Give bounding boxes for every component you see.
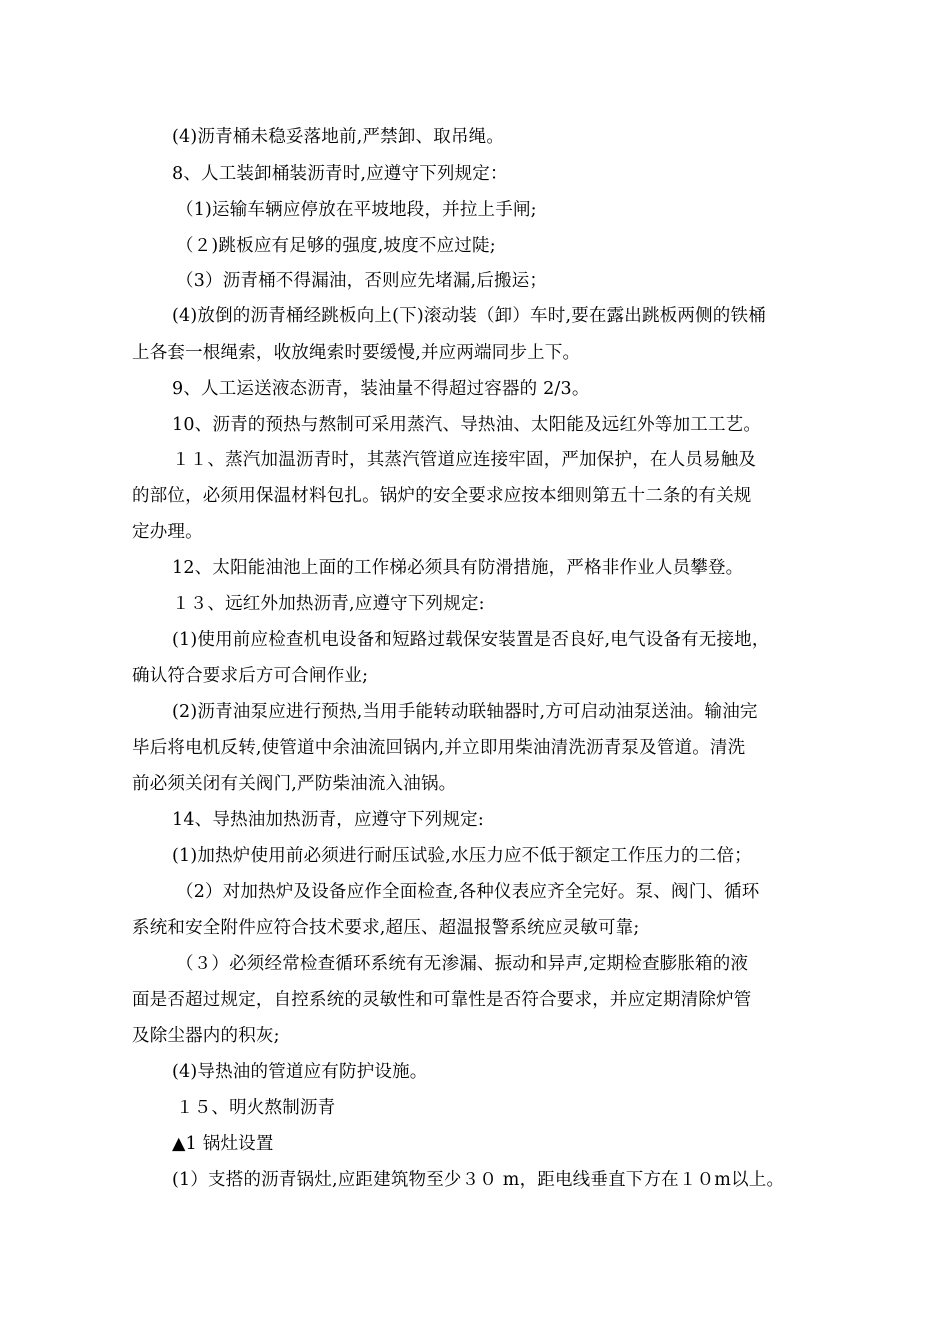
text-line: 12、太阳能油池上面的工作梯必须具有防滑措施，严格非作业人员攀登。 [172,558,744,578]
text-line: 14、导热油加热沥青，应遵守下列规定: [172,810,484,830]
text-line: 的部位，必须用保温材料包扎。锅炉的安全要求应按本细则第五十二条的有关规 [132,486,752,506]
text-line: １１、蒸汽加温沥青时，其蒸汽管道应连接牢固，严加保护，在人员易触及 [172,450,757,470]
text-line: (2)沥青油泵应进行预热,当用手能转动联轴器时,方可启动油泵送油。输油完 [172,702,758,722]
text-line: 前必须关闭有关阀门,严防柴油流入油锅。 [132,774,457,794]
text-line: １５、明火熬制沥青 [176,1098,336,1118]
text-line: ▲1 锅灶设置 [172,1134,274,1154]
text-line: （1)运输车辆应停放在平坡地段，并拉上手闸; [176,200,537,220]
text-line: (1）支搭的沥青锅灶,应距建筑物至少３０ m，距电线垂直下方在１０m以上。 [172,1170,785,1190]
text-line: 面是否超过规定，自控系统的灵敏性和可靠性是否符合要求，并应定期清除炉管 [132,990,752,1010]
text-line: (1)使用前应检查机电设备和短路过载保安装置是否良好,电气设备有无接地， [172,630,770,650]
text-line: (1)加热炉使用前必须进行耐压试验,水压力应不低于额定工作压力的二倍； [172,846,752,866]
text-line: （3）沥青桶不得漏油，否则应先堵漏,后搬运； [176,271,548,291]
text-line: 确认符合要求后方可合闸作业; [132,666,369,686]
text-line: （３）必须经常检查循环系统有无渗漏、振动和异声,定期检查膨胀箱的液 [176,954,749,974]
text-line: 8、人工装卸桶装沥青时,应遵守下列规定： [172,164,508,184]
text-line: 上各套一根绳索，收放绳索时要缓慢,并应两端同步上下。 [132,343,581,363]
text-line: 系统和安全附件应符合技术要求,超压、超温报警系统应灵敏可靠; [132,918,640,938]
text-line: 定办理。 [132,522,203,542]
text-line: 10、沥青的预热与熬制可采用蒸汽、导热油、太阳能及远红外等加工工艺。 [172,415,762,435]
text-line: 9、人工运送液态沥青，装油量不得超过容器的 2/3。 [172,379,590,399]
text-line: (4)放倒的沥青桶经跳板向上(下)滚动装（卸）车时,要在露出跳板两侧的铁桶 [172,306,766,326]
text-line: 毕后将电机反转,使管道中余油流回锅内,并立即用柴油清洗沥青泵及管道。清洗 [132,738,746,758]
text-line: （２)跳板应有足够的强度,坡度不应过陡; [176,236,496,256]
text-line: (4)导热油的管道应有防护设施。 [172,1062,428,1082]
text-line: １３、远红外加热沥青,应遵守下列规定: [172,594,485,614]
text-line: 及除尘器内的积灰; [132,1026,280,1046]
text-line: (4)沥青桶未稳妥落地前,严禁卸、取吊绳。 [172,127,505,147]
text-line: （2）对加热炉及设备应作全面检查,各种仪表应齐全完好。泵、阀门、循环 [176,882,760,902]
